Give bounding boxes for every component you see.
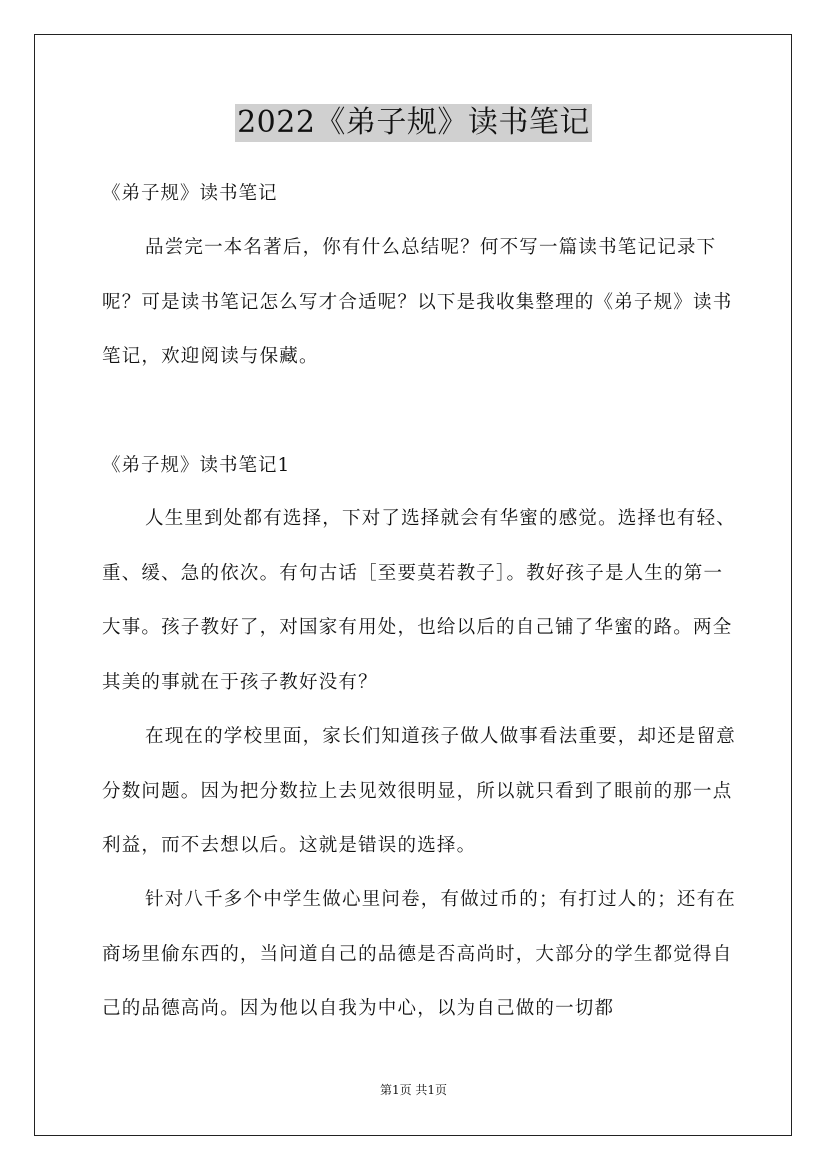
page-footer: 第1页 共1页 — [379, 1083, 448, 1097]
document-subtitle: 《弟子规》读书笔记 — [102, 183, 278, 204]
intro-paragraph: 品尝完一本名著后，你有什么总结呢？何不写一篇读书笔记记录下呢？可是读书笔记怎么写才合适呢？以下是我收集整理的《弟子规》读书笔记，欢迎阅读与保藏。 — [102, 237, 733, 367]
title-container — [0, 104, 827, 142]
body-paragraph-3: 针对八千多个中学生做心里问卷，有做过币的；有打过人的；还有在商场里偷东西的，当问道自己的品德是否高尚时，大部分的学生都觉得自己的品德高尚。因为他以自我为中心，以为自己做的一切都 — [102, 889, 737, 1019]
body-paragraph-2: 在现在的学校里面，家长们知道孩子做人做事看法重要，却还是留意分数问题。因为把分数拉上去见效很明显，所以就只看到了眼前的那一点利益，而不去想以后。这就是错误的选择。 — [102, 726, 737, 856]
section-heading: 《弟子规》读书笔记1 — [102, 455, 291, 476]
body-paragraph-1: 人生里到处都有选择，下对了选择就会有华蜜的感觉。选择也有轻、重、缓、急的依次。有句古话［至要莫若教子］。教好孩子是人生的第一大事。孩子教好了，对国家有用处，也给以后的自己铺了华蜜的路。两全其美的事就在于孩子教好没有？ — [102, 508, 737, 693]
document-title: 2022《弟子规》读书笔记 — [237, 105, 590, 140]
